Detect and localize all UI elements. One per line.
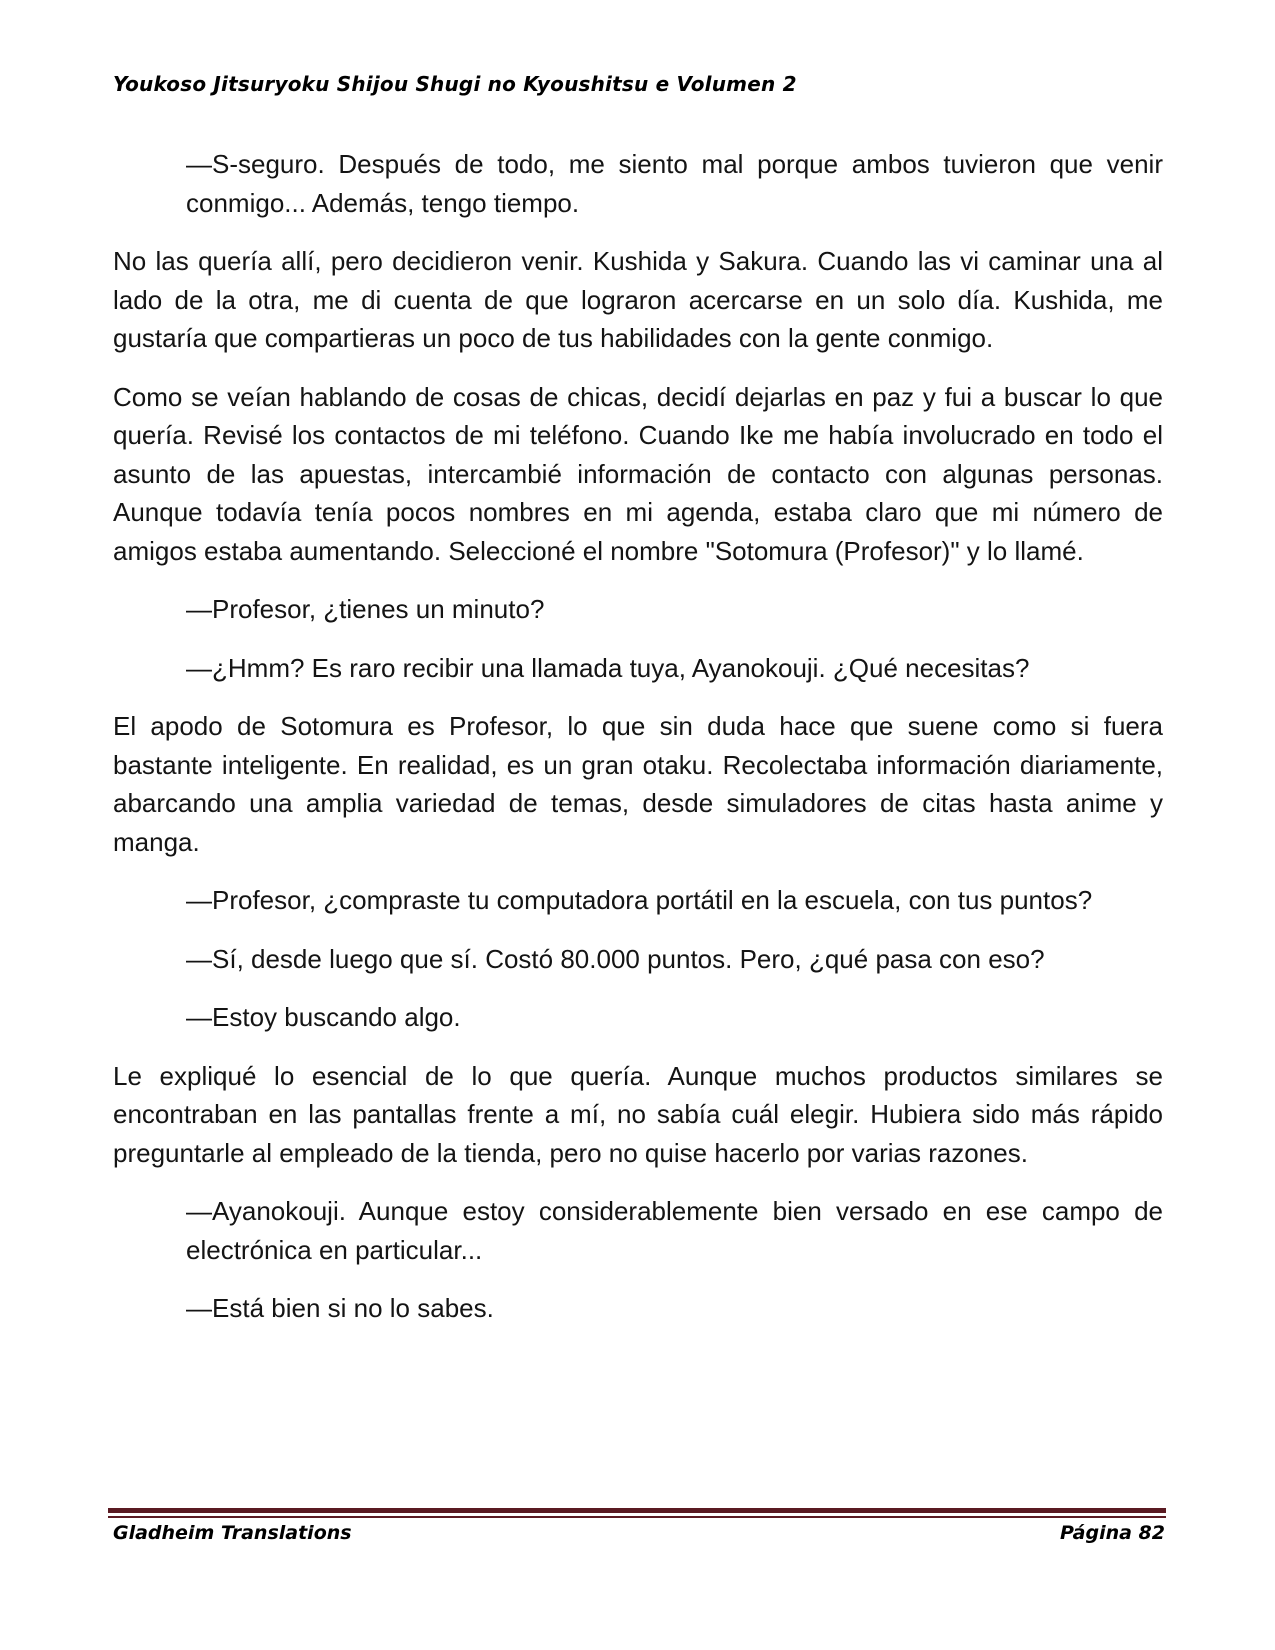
paragraph-narration: El apodo de Sotomura es Profesor, lo que sin duda hace que suene como si fuera bastante inteligente. En realidad, es un gran otaku. Recolectaba información diariamente, abarcando una amplia variedad de temas, desde simuladores de citas hasta anime y manga.: [113, 711, 1163, 857]
paragraph-dialogue: —S-seguro. Después de todo, me siento mal porque ambos tuvieron que venir conmigo... Además, tengo tiempo.: [186, 149, 1163, 218]
paragraph-narration: Le expliqué lo esencial de lo que quería. Aunque muchos productos similares se encontraban en las pantallas frente a mí, no sabía cuál elegir. Hubiera sido más rápido preguntarle al empleado de la tienda, pero no quise hacerlo por varias razones.: [113, 1060, 1163, 1168]
footer-translator-credit: Gladheim Translations: [113, 1522, 352, 1544]
paragraph-dialogue: —Sí, desde luego que sí. Costó 80.000 puntos. Pero, ¿qué pasa con eso?: [186, 943, 1045, 974]
running-header-title: Youkoso Jitsuryoku Shijou Shugi no Kyoushitsu e Volumen 2: [113, 72, 797, 96]
footer-page-number: Página 82: [1059, 1522, 1165, 1544]
paragraph-dialogue: —Profesor, ¿tienes un minuto?: [186, 594, 545, 624]
paragraph-narration: Como se veían hablando de cosas de chicas, decidí dejarlas en paz y fui a buscar lo que quería. Revisé los contactos de mi teléfono. Cuando Ike me había involucrado en todo el asunto de las apuestas, intercambié información de contacto con algunas personas. Aunque todavía tenía pocos nombres en mi agenda, estaba claro que mi número de amigos estaba aumentando. Seleccioné el nombre "Sotomura (Profesor)" y lo llamé.: [113, 381, 1163, 566]
paragraph-dialogue: —Ayanokouji. Aunque estoy considerablemente bien versado en ese campo de electrónica en particular...: [186, 1196, 1163, 1265]
paragraph-dialogue: —Profesor, ¿compraste tu computadora portátil en la escuela, con tus puntos?: [186, 885, 1093, 915]
paragraph-dialogue: —Está bien si no lo sabes.: [186, 1293, 494, 1323]
footer-divider-thick: [108, 1508, 1166, 1513]
body-text: [113, 145, 1163, 1348]
paragraph-narration: No las quería allí, pero decidieron venir. Kushida y Sakura. Cuando las vi caminar una al lado de la otra, me di cuenta de que lograron acercarse en un solo día. Kushida, me gustaría que compartieras un poco de tus habilidades con la gente conmigo.: [113, 246, 1163, 353]
paragraph-dialogue: —Estoy buscando algo.: [186, 1002, 461, 1032]
paragraph-dialogue: —¿Hmm? Es raro recibir una llamada tuya, Ayanokouji. ¿Qué necesitas?: [186, 652, 1030, 683]
footer-divider-thin: [108, 1516, 1166, 1518]
